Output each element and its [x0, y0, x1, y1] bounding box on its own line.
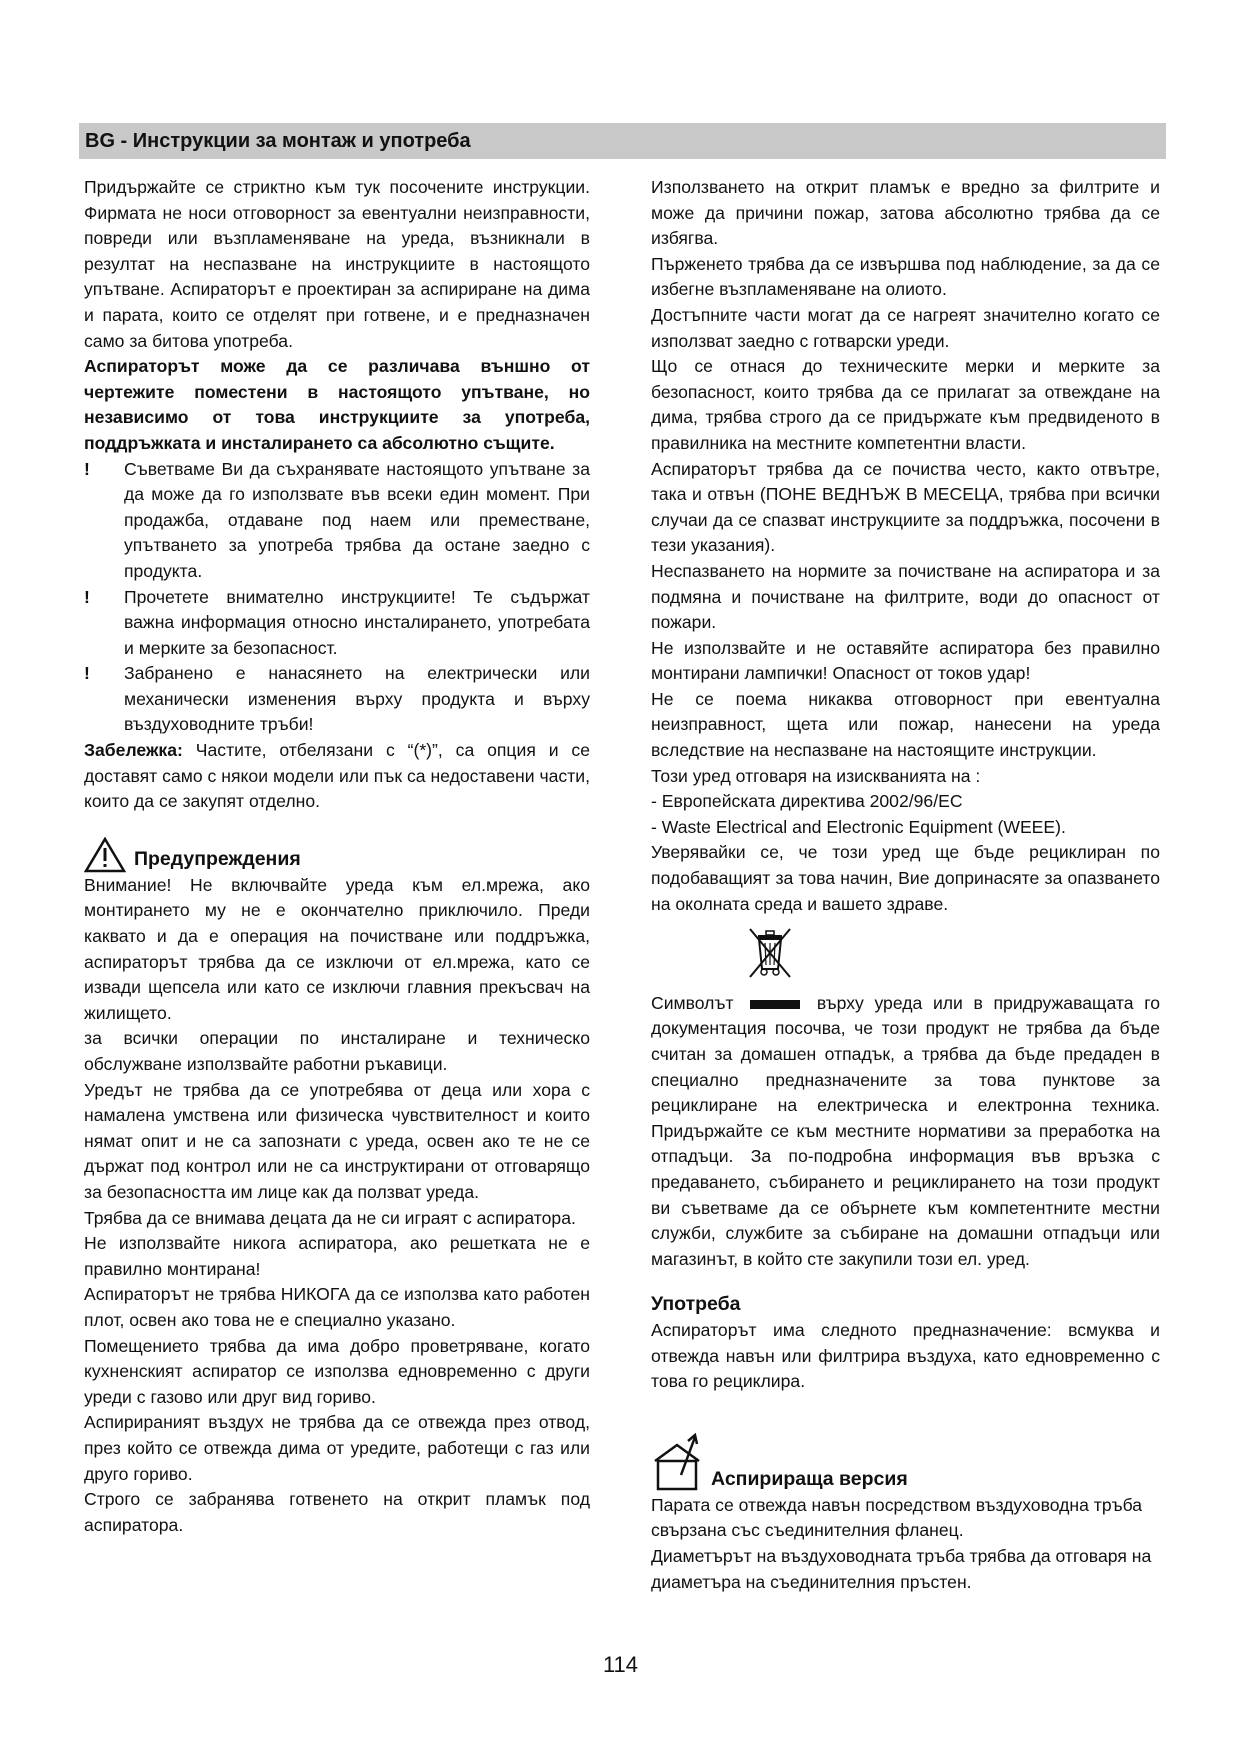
right-paragraph: Не се поема никаква отговорност при евентуална неизправност, щета или пожар, нанесени на уреда вследствие на неспазване на настоящите инструкции.: [651, 688, 1160, 761]
intro-paragraph: Придържайте се стриктно към тук посочените инструкции. Фирмата не носи отговорност за евентуални неизправности, повреди или възпламеняване на уреда, възникнали в резултат на неспазване на инструкциите в настоящото упътване. Аспираторът е проектиран за аспириране на дима и парата, които се отделят при готвене, и е предназначен само за битова употреба.: [84, 177, 590, 351]
extraction-version-title: Аспирираща версия: [711, 1468, 908, 1491]
right-paragraph: Що се отнася до техническите мерки и мерките за безопасност, които трябва да се прилагат за отвеждане на дима, трябва строго да се придържате към предвиденото в правилника на местните компетентни власти.: [651, 356, 1160, 453]
bullet-text: Забранено е нанасянето на електрически или механически изменения върху продукта и върху въздуховодните тръби!: [124, 663, 590, 735]
warning-paragraph: Аспирираният въздух не трябва да се отвежда през отвод, през който се отвежда дима от уредите, работещи с газ или друго гориво.: [84, 1412, 590, 1484]
warning-paragraph: Внимание! Не включвайте уреда към ел.мрежа, ако монтирането му не е окончателно приключило. Преди каквато и да е операция на почистване или поддръжка, аспираторът трябва да се изключи от ел.мрежа, като се извади щепсела или като се изключи главния прекъсвач на жилището.: [84, 874, 590, 1023]
warnings-heading: [84, 837, 590, 873]
bold-notice: Аспираторът може да се различава външно от чертежите поместени в настоящото упътване, но независимо от това инструкциите за употреба, поддръжката и инсталирането са абсолютно същите.: [84, 356, 590, 453]
bullet-item: [84, 585, 590, 662]
version-paragraph: Диаметърът на въздуховодната тръба трябва да отговаря на диаметъра на съединителния пръстен.: [651, 1545, 1152, 1592]
right-paragraph: Аспираторът трябва да се почиства често, както отвътре, така и отвън (ПОНЕ ВЕДНЪЖ В МЕСЕЦА, трябва при всички случаи да се спазват инструкциите за поддръжка, посочени в тези указания).: [651, 458, 1160, 556]
warning-paragraph: Не използвайте никога аспиратора, ако решетката не е правилно монтирана!: [84, 1233, 590, 1279]
right-paragraph: Уверявайки се, че този уред ще бъде рециклиран по подобаващият за това начин, Вие допринасяте за опазването на околната среда и вашето здраве.: [651, 842, 1160, 914]
right-paragraph: Неспазването на нормите за почистване на аспиратора и за подмяна и почистване на филтрите, води до опасност от пожари.: [651, 560, 1160, 633]
note-paragraph: [84, 738, 590, 815]
section-header-bar: [79, 123, 1166, 159]
right-paragraph: Не използвайте и не оставяйте аспиратора без правилно монтирани лампички! Опасност от токов удар!: [651, 637, 1160, 684]
crossed-bin-icon: [745, 925, 795, 981]
left-column: [84, 175, 590, 1538]
right-paragraph: Използването на открит пламък е вредно за филтрите и може да причини пожар, затова абсолютно трябва да се избягва.: [651, 177, 1160, 249]
warning-paragraph: Аспираторът не трябва НИКОГА да се използва като работен плот, освен ако това не е специално указано.: [84, 1284, 590, 1330]
version-paragraph: Парата се отвежда навън посредством въздуховодна тръба свързана със съединителния фланец.: [651, 1494, 1143, 1541]
symbol-text: върху уреда или в придружаващата го документация посочва, че този продукт не трябва да бъде считан за домашен отпадък, а трябва да бъде предаден в специално предназначените за това пунктове за рециклиране на електрическа и електронна техника. Придържайте се към местните нормативи за преработка на отпадъци. За по-подробна информация във връзка с предаването, събирането и рециклирането на този продукт ви съветваме да се обърнете към компетентните местни служби, службите за събиране на домашни отпадъци или магазинът, в който сте закупили този ел. уред.: [651, 992, 1161, 1269]
right-column: [651, 175, 1160, 1595]
extraction-version-heading: [651, 1431, 1160, 1493]
bullet-item: [84, 661, 590, 738]
bullet-text: Съветваме Ви да съхранявате настоящото упътване за да може да го използвате във всеки един момент. При продажба, отдаване под наем или преместване, упътването за употреба трябва да остане заедно с продукта.: [124, 458, 590, 581]
warning-paragraph: Трябва да се внимава децата да не си играят с аспиратора.: [84, 1207, 576, 1228]
exclamation-icon: !: [84, 586, 90, 607]
warnings-title: Предупреждения: [134, 848, 301, 871]
warning-triangle-icon: [84, 837, 126, 873]
warning-paragraph: Уредът не трябва да се употребява от деца или хора с намалена умствена или физическа чувствителност и които нямат опит и не са запознати с уреда, освен ако те не се държат под контрол или не са инструктирани от отговарящо за безопасността им лице как да ползват уреда.: [84, 1079, 590, 1202]
right-paragraph: Пърженето трябва да се извършва под наблюдение, за да се избегне възпламеняване на олиото.: [651, 253, 1160, 300]
warning-paragraph: Помещението трябва да има добро проветряване, когато кухненският аспиратор се използва едновременно с други уреди с газово или друг вид гориво.: [84, 1335, 590, 1407]
page-number: 114: [602, 1652, 639, 1677]
page-title: BG - Инструкции за монтаж и употреба: [85, 130, 471, 152]
warning-paragraph: за всички операции по инсталиране и техническо обслужване използвайте работни ръкавици.: [84, 1028, 590, 1074]
warning-paragraph: Строго се забранява готвенето на открит пламък под аспиратора.: [84, 1489, 590, 1535]
use-title: Употреба: [651, 1293, 741, 1316]
symbol-prefix: Символът: [651, 992, 734, 1013]
use-heading: [651, 1292, 1160, 1318]
note-label: Забележка:: [84, 740, 183, 761]
right-paragraph: Достъпните части могат да се нагреят значително когато се използват заедно с готварски уреди.: [651, 304, 1160, 351]
exclamation-icon: !: [84, 458, 90, 479]
exclamation-icon: !: [84, 663, 90, 684]
right-paragraph: Този уред отговаря на изискванията на :: [651, 765, 981, 786]
note-text: Частите, отбелязани с “(*)”, са опция и се доставят само с някои модели или пък са недоставени части, които да се закупят отделно.: [84, 740, 590, 812]
black-bar-symbol: [750, 1000, 800, 1009]
bullet-item: [84, 457, 590, 585]
house-vent-icon: [651, 1431, 707, 1493]
directive-line: - Европейската директива 2002/96/ЕС: [651, 791, 963, 812]
weee-symbol-row: [745, 925, 1160, 989]
weee-symbol-paragraph: [651, 991, 1160, 1273]
bullet-text: Прочетете внимателно инструкциите! Те съдържат важна информация относно инсталирането, употребата и мерките за безопасност.: [124, 586, 590, 658]
directive-line: - Waste Electrical and Electronic Equipment (WEEE).: [651, 816, 1066, 837]
use-paragraph: Аспираторът има следното предназначение: всмуква и отвежда навън или филтрира въздуха, като едновременно с това го рециклира.: [651, 1319, 1160, 1392]
